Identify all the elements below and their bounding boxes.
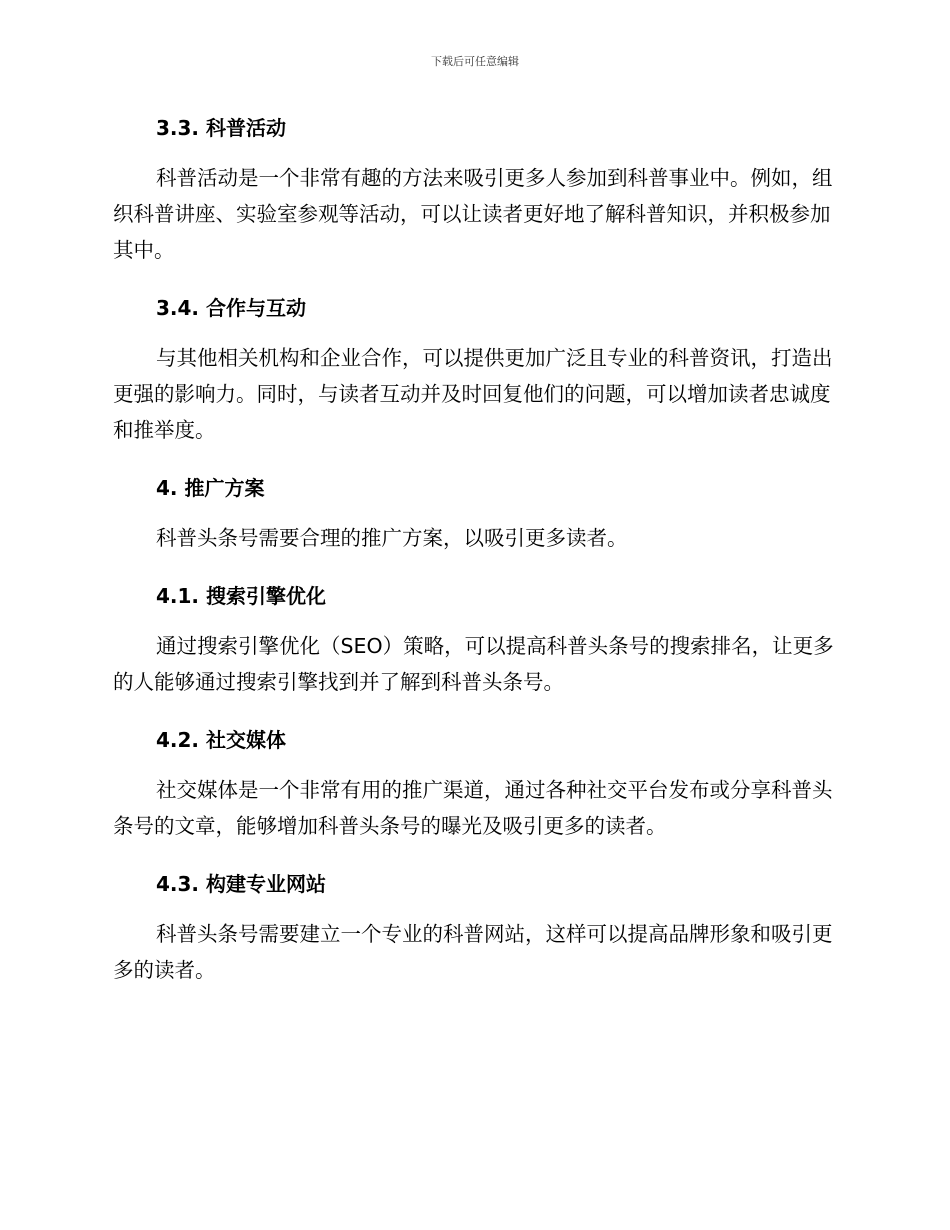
section-paragraph-4: 科普头条号需要合理的推广方案，以吸引更多读者。 xyxy=(156,526,628,550)
section-heading-4-3: 4.3. 构建专业网站 xyxy=(156,872,326,896)
page-header-note: 下载后可任意编辑 xyxy=(431,55,519,68)
section-heading-4-2: 4.2. 社交媒体 xyxy=(156,728,286,752)
section-paragraph-3-4: 与其他相关机构和企业合作，可以提供更加广泛且专业的科普资讯，打造出更强的影响力。同时，与读者互动并及时回复他们的问题，可以增加读者忠诚度和推举度。 xyxy=(113,346,833,442)
section-paragraph-4-2: 社交媒体是一个非常有用的推广渠道，通过各种社交平台发布或分享科普头条号的文章，能够增加科普头条号的曝光及吸引更多的读者。 xyxy=(113,778,833,838)
section-heading-3-3: 3.3. 科普活动 xyxy=(156,116,286,140)
section-paragraph-4-3: 科普头条号需要建立一个专业的科普网站，这样可以提高品牌形象和吸引更多的读者。 xyxy=(113,922,833,982)
section-heading-4-1: 4.1. 搜索引擎优化 xyxy=(156,584,326,608)
section-paragraph-4-1: 通过搜索引擎优化（SEO）策略，可以提高科普头条号的搜索排名，让更多的人能够通过搜索引擎找到并了解到科普头条号。 xyxy=(113,634,834,694)
document-body xyxy=(113,110,835,988)
section-heading-3-4: 3.4. 合作与互动 xyxy=(156,296,306,320)
section-paragraph-3-3: 科普活动是一个非常有趣的方法来吸引更多人参加到科普事业中。例如，组织科普讲座、实验室参观等活动，可以让读者更好地了解科普知识，并积极参加其中。 xyxy=(113,166,833,262)
section-heading-4: 4. 推广方案 xyxy=(156,476,265,500)
